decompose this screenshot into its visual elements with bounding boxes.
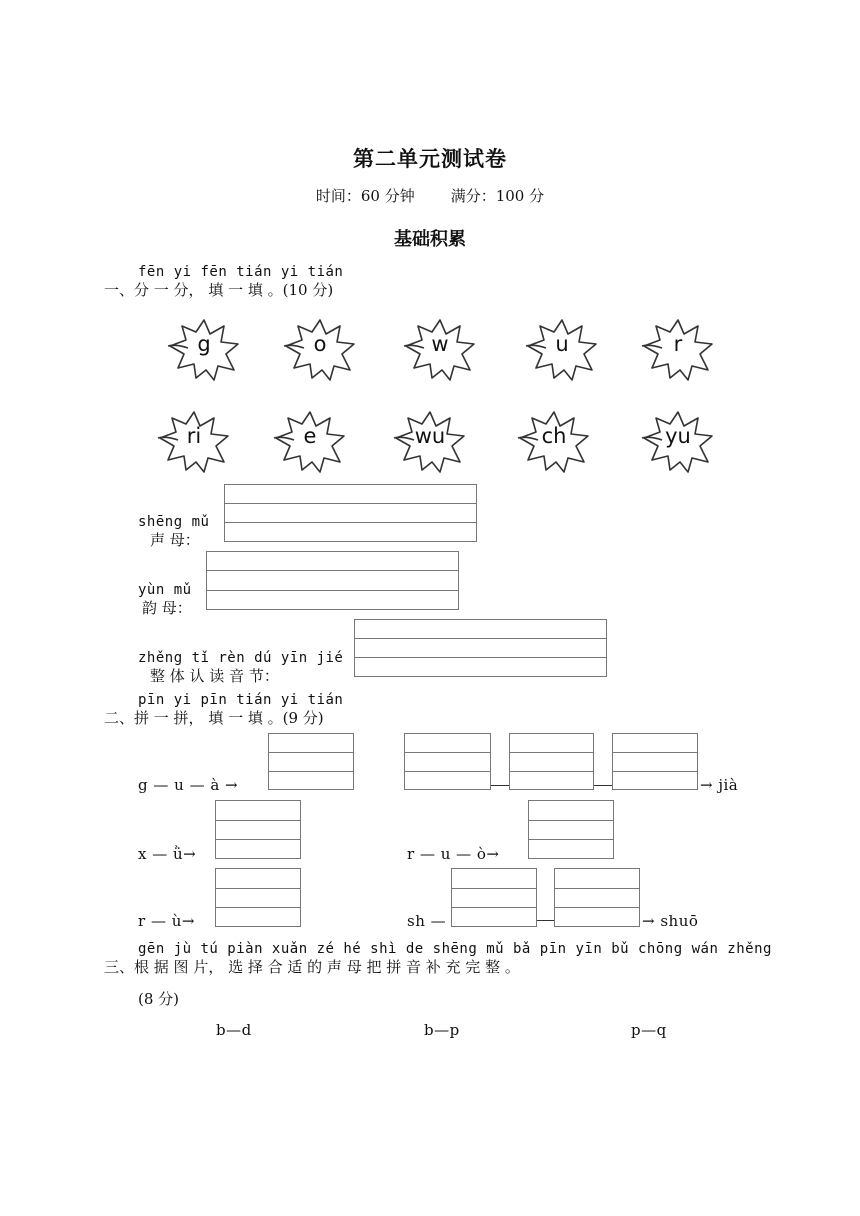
leaf-letter: wu [414,424,446,448]
shengmu-writing-box[interactable] [224,484,477,542]
row-pinyin-shengmu: shēng mǔ [138,514,210,530]
time-limit: 时间：60 分钟 [315,187,415,205]
leaf-card [272,406,348,476]
row-label-zhengti: 整 体 认 读 音 节： [150,667,279,685]
leaf-card [282,314,358,384]
row-label-yunmu: 韵 母： [142,599,192,617]
leaf-card [640,314,716,384]
q2-sequence-ru: r — ù→ [138,912,195,930]
row-pinyin-yunmu: yùn mǔ [138,582,192,598]
section-heading: 基础积累 [394,229,466,250]
leaf-card [392,406,468,476]
leaf-letter: yu [665,424,691,448]
q2-result-jia: → jià [700,776,739,794]
leaf-letter: r [673,332,683,356]
q1-pinyin: fēn yi fēn tián yi tián [138,264,344,280]
leaf-card [516,406,592,476]
q1-text: 分 一 分， 填 一 填 。(10 分) [134,281,334,299]
leaf-card [524,314,600,384]
letter-pair: b—d [216,1021,252,1039]
q2-sequence-xu: x — ǜ→ [138,845,197,863]
connector-line [594,785,612,786]
leaf-card [156,406,232,476]
exam-meta [0,185,860,206]
answer-box[interactable] [268,733,354,790]
q3-pinyin: gēn jù tú piàn xuǎn zé hé shì de shēng mǔ bǎ pīn yīn bǔ chōng wán zhěng [138,941,772,957]
leaf-card [166,314,242,384]
leaf-letter: ch [541,424,567,448]
answer-box[interactable] [528,800,614,859]
leaf-letter: ri [186,424,202,448]
q2-heading [104,707,324,728]
answer-box[interactable] [554,868,640,927]
answer-box[interactable] [215,868,301,927]
answer-box[interactable] [451,868,537,927]
connector-line [537,920,554,921]
q3-heading [104,956,520,977]
row-label-shengmu: 声 母： [150,531,200,549]
zhengti-writing-box[interactable] [354,619,607,677]
q2-sequence-sh: sh — [407,912,447,930]
yunmu-writing-box[interactable] [206,551,459,610]
leaf-letter: o [313,332,327,356]
q3-number: 三、 [104,958,135,976]
leaf-letter: g [197,332,211,356]
q2-number: 二、 [104,709,135,727]
q2-text: 拼 一 拼， 填 一 填 。(9 分) [134,709,324,727]
q3-text: 根 据 图 片， 选 择 合 适 的 声 母 把 拼 音 补 充 完 整 。 [134,958,520,976]
answer-box[interactable] [404,733,491,790]
leaf-letter: e [303,424,317,448]
q2-sequence-ruo: r — u — ò→ [407,845,500,863]
answer-box[interactable] [215,800,301,859]
answer-box[interactable] [612,733,698,790]
letter-pair: b—p [424,1021,460,1039]
q2-sequence-gua: g — u — à → [138,776,239,794]
q1-heading [104,279,333,300]
full-score: 满分：100 分 [450,187,545,205]
row-pinyin-zhengti: zhěng tǐ rèn dú yīn jié [138,650,344,666]
leaf-card [640,406,716,476]
q3-score: (8 分) [138,990,180,1008]
letter-pair: p—q [631,1021,667,1039]
q1-number: 一、 [104,281,135,299]
connector-line [491,785,509,786]
leaf-card [402,314,478,384]
q2-result-shuo: → shuō [642,912,699,930]
q2-pinyin: pīn yi pīn tián yi tián [138,692,344,708]
answer-box[interactable] [509,733,594,790]
leaf-letter: u [555,332,569,356]
leaf-letter: w [431,332,449,356]
page-title: 第二单元测试卷 [353,146,507,171]
